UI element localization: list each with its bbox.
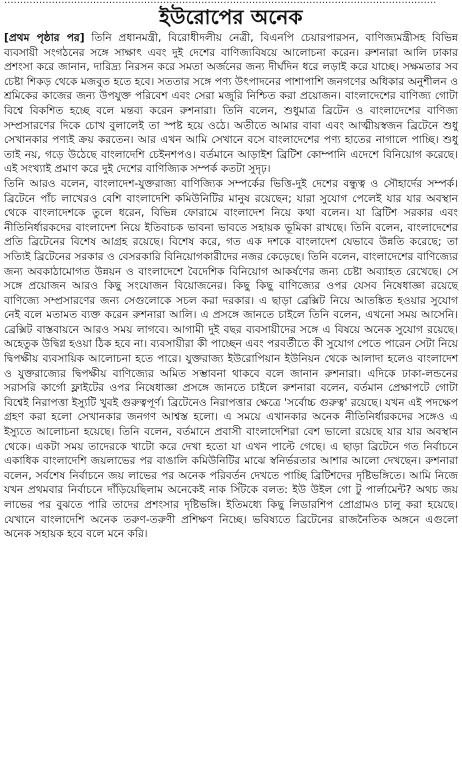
paragraph-text: তিনি আরও বলেন, বাংলাদেশ-যুক্তরাজ্য বাণিজ্যিক সম্পর্কের ভিত্তি-দুই দেশের বন্ধুত্ব ও সৌহার্দের সম্পর্ক। ব্রিটেনে পাঁচ লাখেরও বেশি বাংলাদেশি কমিউনিটির মানুষ রয়েছেন; যারা সুযোগ পেলেই যার যার অবস্থান থেকে বাংলাদেশকে তুলে ধরেন, বিভিন্ন ফোরামে বাংলাদেশ নিয়ে কথা বলেন। যা ব্রিটিশ সরকার এবং নীতিনির্ধারকদের বাংলাদেশ নিয়ে ইতিবাচক ভাবনা ভাবতে সহায়ক ভূমিকা রাখছে। তিনি বলেন, বাংলাদেশের প্রতি ব্রিটেনের বিশেষ আগ্রহ রয়েছে। বিশেষ করে, গত এক দশকে বাংলাদেশ যেভাবে উন্নতি করেছে; তা সত্যিই ব্রিটেনের সরকার ও বেসরকারি বিনিয়োগকারীদের নজর কেড়েছে। তিনি বলেন, বাংলাদেশের বাণিজ্যের জন্য অবকাঠামোগত উন্নয়ন ও বাংলাদেশে বৈদেশিক বিনিয়োগ আকর্ষণের জন্য চেষ্টা অব্যাহত রেখেছে। সে সঙ্গে প্রয়োজন আরও কিছু সংযোজন বিয়োজনের। কিছু কিছু বাণিজ্যের ওপর যেসব নিষেধাজ্ঞা রয়েছে বাণিজ্যে সম্প্রসারণের জন্য সেগুলোকে সচল করা দরকার। এ ছাড়া ব্রেক্সিট নিয়ে আতঙ্কিত হওয়ার সুযোগ নেই বলে মতামত ব্যক্ত করেন রুশনারা আলি। এ প্রসঙ্গে জানতে চাইলে তিনি বলেন, এখনো সময় আসেনি। ব্রেক্সিট বাস্তবায়নে আরও সময় লাগবে। আগামী দুই বছর ব্যবসায়ীদের সঙ্গে এ বিষয়ে অনেক সুযোগ রয়েছে। অহেতুক উদ্বিগ্ন হওয়া ঠিক হবে না। ব্যবসায়ীরা কী পাচ্ছেন এবং পরবর্তীতে কী সুযোগ পেতে পারেন সেটা নিয়ে দ্বিপক্ষীয় ব্যবসায়িক আলোচনা হতে পারে। যুক্তরাজ্য ইউরোপিয়ান ইউনিয়ন থেকে আলাদা হলেও বাংলাদেশ ও যুক্তরাজ্যের দ্বিপক্ষীয় বাণিজ্যের অমিত সম্ভাবনা থাকবে বলে জানান রুশনারা। এদিকে ঢাকা-লন্ডনের সরাসরি কার্গো ফ্লাইটের ওপর নিষেধাজ্ঞা প্রসঙ্গে জানতে চাইলে রুশনারা বলেন, বর্তমান প্রেক্ষাপটে গোটা বিশ্বেই নিরাপত্তা ইস্যুটি খুবই গুরুত্বপূর্ণ। ব্রিটেনেও নিরাপত্তার ক্ষেত্রে 'সর্বোচ্চ গুরুত্ব' রয়েছে। যখন এই পদক্ষেপ গ্রহণ করা হলো সেখানকার জনগণ আশ্বস্ত হলো। এ সময়ে এখানকার অনেক নীতিনির্ধারকদের সঙ্গেও এ ইস্যুতে আলোচনা হয়েছে। তিনি বলেন, বর্তমানে প্রবাসী বাংলাদেশিরা বেশ ভালো রয়েছে যার যার অবস্থান থেকে। একটা সময় তাদেরকে খাটো করে দেখা হতো যা এখন পাল্টে গেছে। এ ছাড়া ব্রিটেনে গত নির্বাচনে একাধিক বাংলাদেশি জয়লাভের পর বাঙালি কমিউনিটির মাঝে স্বনির্ভরতার আশার আলো দেখছেন। রুশনারা বলেন, সর্বশেষ নির্বাচনে জয় লাভের পর অনেক পরিবর্তন দেখতে পাচ্ছি ব্রিটিশদের দৃষ্টিভঙ্গিতে। আমি নিজে যখন প্রথমবার নির্বাচনে দাঁড়িয়েছিলাম অনেকেই নাক সিঁটকে বলত: ইউ উইল গো টু পার্লামেন্ট? অথচ জয় লাভের পর বুঝতে পারি তাদের প্রশংসার দৃষ্টিভঙ্গি। ইতিমধ্যে কিছু লিডারশিপ প্রোগ্রামও চালু করা হয়েছে। যেখানে বাংলাদেশি অনেক তরুণ-তরুণী প্রশিক্ষণ নিচ্ছে। ভবিষ্যতে ব্রিটেনের রাজনৈতিক অঙ্গনে এগুলো অনেক সহায়ক হবে বলে মনে করি। [4, 177, 458, 541]
article-headline: ইউরোপের অনেক [159, 5, 303, 29]
article-paragraph-1 [4, 31, 458, 177]
article-body [4, 31, 458, 542]
cropped-previous-text [4, 0, 458, 3]
article-paragraph-2 [4, 177, 458, 542]
paragraph-text: তিনি প্রধানমন্ত্রী, বিরোধীদলীয় নেত্রী, বিএনপি চেয়ারপারসন, বাণিজ্যমন্ত্রীসহ বিভিন্ন ব্যবসায়ী সংগঠনের সঙ্গে সাক্ষাৎ এবং দুই দেশের বাণিজ্যবিষয়ে আলোচনা করেন। রুশনারা আলি ঢাকার প্রশংসা করে জানান, দারিদ্র্য নিরসন করে সমতা অর্জনের জন্য দীর্ঘদিন ধরে লড়াই করে যাচ্ছে। সক্ষমতার সব চেষ্টা শিকড় থেকে মজবুত হতে হবে। সততার সঙ্গে পণ্য উৎপাদনের পাশাপাশি জনগণের অধিকার অনুশীলন ও শ্রমিকের কাজের জন্য উপযুক্ত পরিবেশ এবং সেরা মজুরি নিশ্চিত করা প্রয়োজন। বাংলাদেশের বাণিজ্য গোটা বিশ্বে বিকশিত হচ্ছে বলে মন্তব্য করেন রুশনারা। তিনি বলেন, শুধুমাত্র ব্রিটেন ও বাংলাদেশের বাণিজ্য সম্প্রসারণের দিকে চোখ বুলালেই তা স্পষ্ট হয়ে ওঠে। অতীতে আমার বাবা এবং আত্মীয়স্বজন ব্রিটেনে শুধু সেখানকার পণ্যই ক্রয় করতেন। আর এখন আমি সেখানে বসে বাংলাদেশের পণ্য হাতের নাগালে পাচ্ছি। শুধু তাই নয়, গড়ে উঠেছে বাংলাদেশি চেইনশপও। বর্তমানে আড়াইশ ব্রিটিশ কোম্পানি এদেশে বিনিয়োগ করেছে। এই সংখ্যাই প্রমাণ করে দুই দেশের বাণিজ্যিক সম্পর্ক কতটা সুদৃঢ়। [4, 32, 458, 176]
continued-from-first-page-label: [প্রথম পৃষ্ঠার পর] [4, 32, 85, 44]
